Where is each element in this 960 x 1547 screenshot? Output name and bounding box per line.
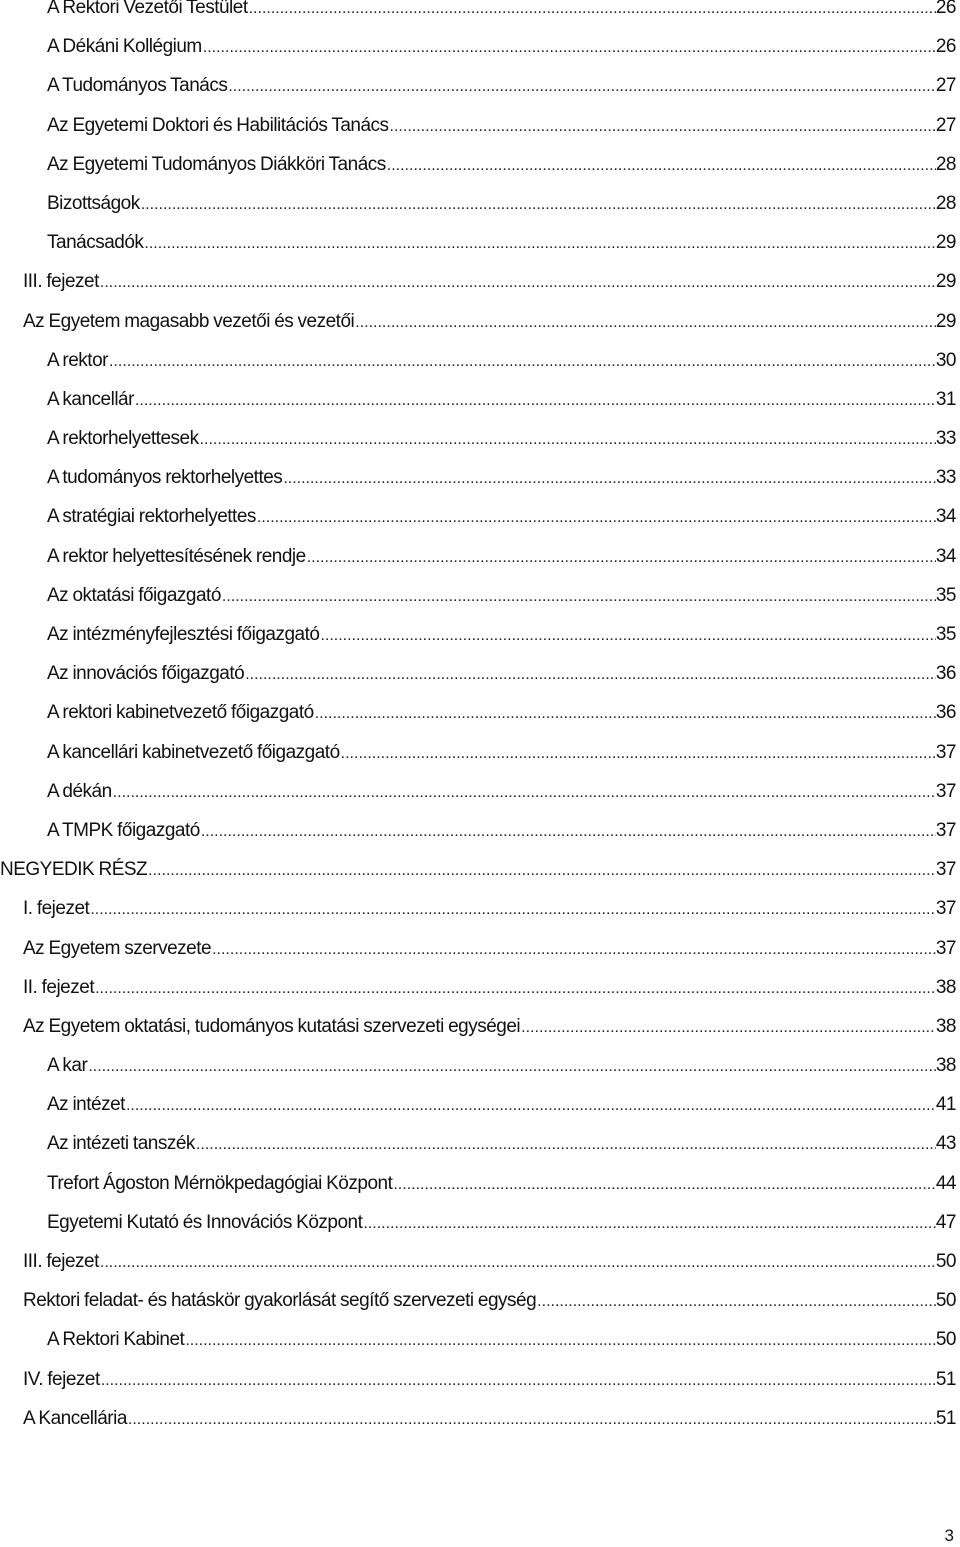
toc-entry[interactable] <box>0 1360 956 1399</box>
toc-entry[interactable] <box>0 693 956 732</box>
toc-leader-dots <box>389 107 936 145</box>
toc-leader-dots <box>134 381 936 419</box>
toc-entry[interactable] <box>0 615 956 654</box>
toc-entry-page: 26 <box>935 36 956 58</box>
toc-entry-title: A kancellári kabinetvezető főigazgató <box>47 741 340 763</box>
toc-entry-page: 37 <box>935 859 956 881</box>
toc-entry[interactable] <box>0 262 956 301</box>
toc-entry-page: 33 <box>935 428 956 450</box>
toc-leader-dots <box>227 67 936 105</box>
toc-entry-page: 44 <box>935 1172 956 1194</box>
toc-entry-title: A kancellár <box>47 388 134 410</box>
toc-entry[interactable] <box>0 380 956 419</box>
toc-entry-title: Az oktatási főigazgató <box>47 584 221 606</box>
toc-leader-dots <box>319 616 935 654</box>
toc-entry-page: 51 <box>935 1368 956 1390</box>
toc-entry[interactable] <box>0 1399 956 1438</box>
toc-leader-dots <box>112 773 936 811</box>
toc-entry-page: 50 <box>935 1329 956 1351</box>
toc-entry-page: 37 <box>935 898 956 920</box>
toc-entry-page: 38 <box>935 1015 956 1037</box>
toc-leader-dots <box>520 1008 936 1046</box>
toc-entry[interactable] <box>0 1085 956 1124</box>
toc-entry-title: Az intézményfejlesztési főigazgató <box>47 624 320 645</box>
toc-entry[interactable] <box>0 850 956 889</box>
toc-entry[interactable] <box>0 458 956 497</box>
toc-leader-dots <box>94 969 936 1007</box>
toc-entry-title: NEGYEDIK RÉSZ <box>0 859 148 881</box>
toc-leader-dots <box>100 1361 936 1399</box>
toc-entry-title: A Dékáni Kollégium <box>47 36 202 58</box>
toc-entry-page: 36 <box>935 663 956 685</box>
toc-entry-title: A dékán <box>47 780 112 802</box>
toc-entry[interactable] <box>0 654 956 693</box>
toc-entry-title: Az Egyetemi Doktori és Habilitációs Tanács <box>47 114 389 136</box>
toc-entry-title: A Rektori Kabinet <box>47 1329 185 1351</box>
toc-entry-page: 37 <box>935 937 956 959</box>
toc-entry[interactable] <box>0 1281 956 1320</box>
toc-entry[interactable] <box>0 1203 956 1242</box>
toc-entry-page: 38 <box>935 976 956 998</box>
toc-leader-dots <box>147 851 936 889</box>
page-number: 3 <box>944 1526 954 1545</box>
toc-entry[interactable] <box>0 106 956 145</box>
toc-entry[interactable] <box>0 576 956 615</box>
toc-entry[interactable] <box>0 811 956 850</box>
toc-entry-page: 33 <box>935 467 956 489</box>
toc-entry-page: 28 <box>935 153 956 175</box>
toc-entry-title: A stratégiai rektorhelyettes <box>47 506 256 528</box>
toc-entry[interactable] <box>0 341 956 380</box>
toc-entry[interactable] <box>0 1124 956 1163</box>
toc-leader-dots <box>200 812 936 850</box>
toc-entry-page: 29 <box>935 310 956 332</box>
toc-leader-dots <box>248 0 936 27</box>
toc-entry-title: A tudományos rektorhelyettes <box>47 467 283 489</box>
toc-entry-title: A rektor <box>47 349 108 371</box>
toc-entry-page: 35 <box>935 584 956 606</box>
toc-entry[interactable] <box>0 537 956 576</box>
toc-leader-dots <box>386 146 936 184</box>
toc-entry-page: 29 <box>935 271 956 293</box>
toc-entry-title: A rektori kabinetvezető főigazgató <box>47 702 314 724</box>
toc-entry-title: IV. fejezet <box>23 1368 100 1390</box>
toc-entry-page: 38 <box>935 1055 956 1077</box>
toc-entry[interactable] <box>0 497 956 536</box>
toc-leader-dots <box>99 1243 936 1281</box>
toc-entry[interactable] <box>0 772 956 811</box>
toc-entry-title: III. fejezet <box>23 271 99 293</box>
toc-entry-page: 51 <box>935 1407 956 1429</box>
toc-entry-page: 37 <box>935 819 956 841</box>
toc-entry[interactable] <box>0 145 956 184</box>
toc-entry-title: A rektor helyettesítésének rendje <box>47 545 306 567</box>
toc-entry[interactable] <box>0 1164 956 1203</box>
toc-entry-page: 34 <box>935 545 956 567</box>
toc-entry[interactable] <box>0 1007 956 1046</box>
toc-entry-page: 37 <box>935 741 956 763</box>
toc-entry-title: Tanácsadók <box>47 232 144 254</box>
toc-entry-title: A Tudományos Tanács <box>47 75 228 97</box>
toc-entry-title: A Rektori Vezetői Testület <box>47 0 248 18</box>
toc-entry-page: 26 <box>935 0 956 18</box>
toc-entry-page: 29 <box>935 232 956 254</box>
toc-entry[interactable] <box>0 889 956 928</box>
toc-leader-dots <box>125 1086 936 1124</box>
toc-entry[interactable] <box>0 184 956 223</box>
toc-leader-dots <box>89 890 936 928</box>
toc-entry[interactable] <box>0 419 956 458</box>
toc-entry-title: Egyetemi Kutató és Innovációs Központ <box>47 1211 363 1233</box>
toc-entry-page: 27 <box>935 114 956 136</box>
toc-entry-title: II. fejezet <box>23 976 95 998</box>
toc-entry-page: 41 <box>935 1094 956 1116</box>
toc-entry-title: Rektori feladat- és hatáskör gyakorlását segítő szervezeti egység <box>23 1290 537 1312</box>
toc-entry-page: 50 <box>935 1290 956 1312</box>
toc-leader-dots <box>392 1165 936 1203</box>
toc-entry-page: 28 <box>935 192 956 214</box>
toc-entry[interactable] <box>0 223 956 262</box>
toc-leader-dots <box>536 1282 936 1320</box>
toc-entry-title: Az Egyetem oktatási, tudományos kutatási szervezeti egységei <box>23 1015 521 1037</box>
toc-entry-page: 30 <box>935 349 956 371</box>
toc-entry[interactable] <box>0 968 956 1007</box>
toc-leader-dots <box>87 1047 936 1085</box>
toc-entry-title: III. fejezet <box>23 1251 99 1272</box>
toc-entry[interactable] <box>0 929 956 968</box>
toc-entry[interactable] <box>0 733 956 772</box>
toc-entry-title: A Kancellária <box>23 1407 127 1429</box>
toc-entry[interactable] <box>0 1242 956 1281</box>
toc-entry[interactable] <box>0 66 956 105</box>
toc-entry-page: 43 <box>935 1133 956 1155</box>
toc-leader-dots <box>199 420 936 458</box>
toc-entry-title: Az Egyetem szervezete <box>23 937 212 959</box>
toc-entry-page: 50 <box>935 1251 956 1272</box>
toc-entry-title: Trefort Ágoston Mérnökpedagógiai Központ <box>47 1172 393 1194</box>
toc-entry[interactable] <box>0 27 956 66</box>
toc-leader-dots <box>108 342 936 380</box>
toc-entry-title: A TMPK főigazgató <box>47 819 200 841</box>
toc-entry-title: Bizottságok <box>47 192 140 214</box>
toc-leader-dots <box>202 28 936 66</box>
toc-leader-dots <box>362 1204 935 1242</box>
toc-entry-page: 35 <box>935 624 956 645</box>
toc-entry[interactable] <box>0 302 956 341</box>
toc-leader-dots <box>211 930 936 968</box>
toc-leader-dots <box>256 498 936 536</box>
toc-leader-dots <box>282 459 936 497</box>
toc-leader-dots <box>184 1321 936 1359</box>
toc-entry-page: 27 <box>935 75 956 97</box>
toc-leader-dots <box>314 694 936 732</box>
toc-entry-title: A rektorhelyettesek <box>47 428 199 450</box>
toc-entry-title: Az intézeti tanszék <box>47 1133 195 1155</box>
toc-leader-dots <box>99 263 936 301</box>
toc-entry[interactable] <box>0 1046 956 1085</box>
toc-entry-title: Az intézet <box>47 1094 125 1116</box>
toc-leader-dots <box>127 1400 936 1438</box>
toc-leader-dots <box>244 655 936 693</box>
toc-entry[interactable] <box>0 1320 956 1359</box>
toc-leader-dots <box>354 303 936 341</box>
toc-entry-page: 36 <box>935 702 956 724</box>
toc-leader-dots <box>195 1125 936 1163</box>
toc-entry-page: 47 <box>935 1211 956 1233</box>
toc-entry-page: 37 <box>935 780 956 802</box>
toc-entry-title: Az Egyetemi Tudományos Diákköri Tanács <box>47 153 386 175</box>
toc-entry-title: A kar <box>47 1055 88 1077</box>
toc-entry-title: I. fejezet <box>23 898 90 920</box>
toc-leader-dots <box>140 185 936 223</box>
toc-entry-page: 34 <box>935 506 956 528</box>
toc-entry-title: Az Egyetem magasabb vezetői és vezetői <box>23 310 355 332</box>
toc-entry-title: Az innovációs főigazgató <box>47 663 245 685</box>
toc-entry-page: 31 <box>935 388 956 410</box>
toc-leader-dots <box>221 577 936 615</box>
toc-leader-dots <box>143 224 935 262</box>
toc-entry[interactable] <box>0 0 956 27</box>
toc-leader-dots <box>306 538 936 576</box>
toc-leader-dots <box>340 734 936 772</box>
